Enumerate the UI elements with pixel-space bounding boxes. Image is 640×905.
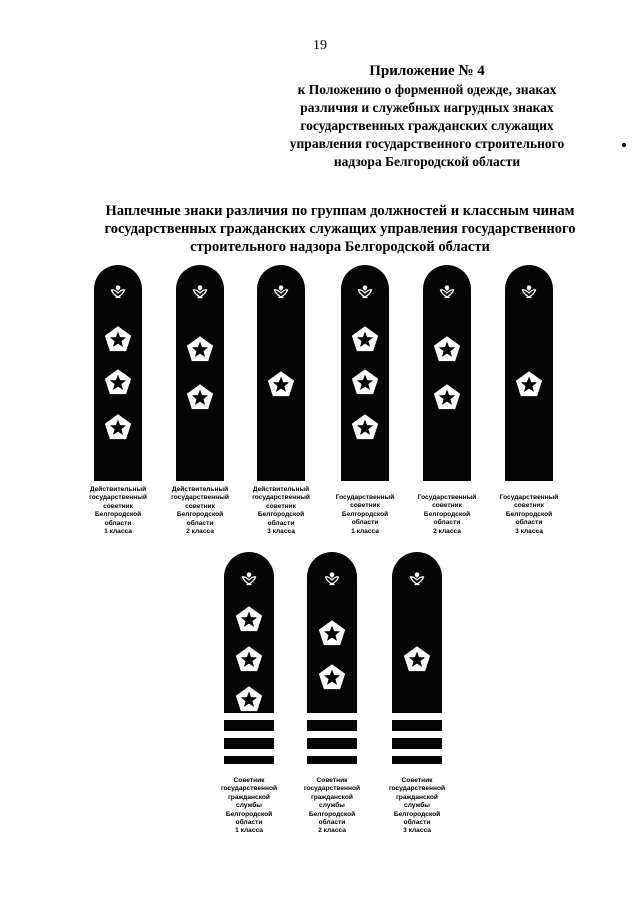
board-caption	[489, 494, 569, 536]
caption-line: Белгородской	[94, 511, 142, 519]
shoulder-board	[176, 265, 224, 481]
caption-line: области	[515, 519, 543, 527]
shoulder-board	[257, 265, 305, 481]
shoulder-board	[307, 552, 357, 764]
board-caption	[407, 494, 487, 536]
five-point-star-icon	[103, 325, 133, 355]
caption-line: государственной	[220, 785, 278, 793]
five-point-star-icon	[234, 645, 264, 675]
caption-line: службы	[404, 802, 430, 810]
caption-line: Советник	[233, 777, 265, 784]
rank-stripe	[307, 713, 357, 720]
main-title-line: государственных гражданских служащих управления государственного	[104, 221, 576, 237]
annex-line: государственных гражданских служащих	[300, 118, 554, 133]
annex-line: надзора Белгородской области	[333, 154, 521, 169]
rank-stripe	[224, 713, 274, 720]
caption-line: советник	[432, 502, 462, 510]
five-point-star-icon	[266, 370, 296, 400]
rank-stripe	[224, 749, 274, 756]
caption-line: Государственный	[499, 494, 559, 501]
caption-line: 3 класса	[267, 528, 295, 536]
rank-stripe	[224, 731, 274, 738]
caption-line: гражданской	[311, 793, 353, 801]
eagle-emblem-icon	[357, 284, 374, 300]
rank-stripe	[307, 749, 357, 756]
caption-line: области	[104, 519, 132, 527]
main-title-line: Наплечные знаки различия по группам должностей и классным чинам	[105, 203, 575, 219]
caption-line: Белгородской	[308, 810, 356, 818]
eagle-emblem-icon	[324, 571, 341, 587]
five-point-star-icon	[514, 370, 544, 400]
caption-line: советник	[514, 502, 544, 510]
eagle-emblem-icon	[192, 284, 209, 300]
annex-line: к Положению о форменной одежде, знаках	[297, 82, 557, 97]
shoulder-board	[224, 552, 274, 764]
caption-line: области	[318, 819, 346, 827]
shoulder-board	[392, 552, 442, 764]
board-caption	[325, 494, 405, 536]
caption-line: Белгородской	[225, 810, 273, 818]
five-point-star-icon	[350, 413, 380, 443]
five-point-star-icon	[317, 619, 347, 649]
five-point-star-icon	[432, 335, 462, 365]
caption-line: Государственный	[335, 494, 395, 501]
rank-stripe	[307, 731, 357, 738]
board-caption	[241, 486, 321, 536]
board-caption	[78, 486, 158, 536]
five-point-star-icon	[103, 368, 133, 398]
eagle-emblem-icon	[110, 284, 127, 300]
shoulder-board	[341, 265, 389, 481]
board-caption	[160, 486, 240, 536]
caption-line: Белгородской	[423, 510, 471, 518]
five-point-star-icon	[103, 413, 133, 443]
caption-line: гражданской	[396, 793, 438, 801]
caption-line: 1 класса	[351, 527, 379, 535]
caption-line: службы	[319, 802, 345, 810]
caption-line: 2 класса	[186, 528, 214, 536]
caption-line: Действительный	[252, 486, 310, 493]
main-title	[70, 202, 610, 256]
five-point-star-icon	[350, 325, 380, 355]
page-number: 19	[313, 38, 327, 53]
caption-line: области	[351, 519, 379, 527]
five-point-star-icon	[185, 335, 215, 365]
caption-line: советник	[103, 502, 133, 510]
caption-line: советник	[266, 502, 296, 510]
caption-line: области	[267, 519, 295, 527]
caption-line: службы	[236, 802, 262, 810]
rank-stripe	[392, 749, 442, 756]
caption-line: 3 класса	[403, 827, 431, 835]
annex-title: Приложение № 4	[369, 63, 485, 79]
caption-line: области	[186, 519, 214, 527]
caption-line: области	[433, 519, 461, 527]
eagle-emblem-icon	[521, 284, 538, 300]
scan-dot	[622, 143, 626, 147]
five-point-star-icon	[234, 685, 264, 715]
rank-stripe	[392, 731, 442, 738]
caption-line: 2 класса	[318, 827, 346, 835]
caption-line: государственный	[252, 494, 310, 502]
caption-line: Белгородской	[393, 810, 441, 818]
caption-line: государственный	[89, 494, 147, 502]
caption-line: Белгородской	[257, 511, 305, 519]
five-point-star-icon	[185, 383, 215, 413]
five-point-star-icon	[402, 645, 432, 675]
caption-line: 3 класса	[515, 527, 543, 535]
board-caption	[209, 777, 289, 836]
caption-line: Белгородской	[505, 510, 553, 518]
caption-line: государственной	[388, 785, 446, 793]
caption-line: Государственный	[417, 494, 477, 501]
shoulder-board	[505, 265, 553, 481]
caption-line: Белгородской	[341, 510, 389, 518]
board-caption	[292, 777, 372, 836]
annex-line: управления государственного строительного	[289, 136, 565, 151]
board-caption	[377, 777, 457, 836]
five-point-star-icon	[350, 368, 380, 398]
caption-line: Белгородской	[176, 511, 224, 519]
five-point-star-icon	[234, 605, 264, 635]
caption-line: гражданской	[228, 793, 270, 801]
caption-line: Советник	[401, 777, 433, 784]
shoulder-board	[423, 265, 471, 481]
eagle-emblem-icon	[439, 284, 456, 300]
annex-heading	[262, 62, 592, 171]
five-point-star-icon	[432, 383, 462, 413]
rank-stripe	[392, 713, 442, 720]
shoulder-board	[94, 265, 142, 481]
caption-line: области	[403, 819, 431, 827]
caption-line: 2 класса	[433, 527, 461, 535]
main-title-line: строительного надзора Белгородской области	[190, 239, 490, 255]
caption-line: 1 класса	[104, 528, 132, 536]
annex-line: различия и служебных нагрудных знаках	[300, 100, 554, 115]
caption-line: государственной	[303, 785, 361, 793]
eagle-emblem-icon	[409, 571, 426, 587]
caption-line: Действительный	[89, 486, 147, 493]
caption-line: советник	[350, 502, 380, 510]
eagle-emblem-icon	[273, 284, 290, 300]
caption-line: области	[235, 819, 263, 827]
caption-line: Действительный	[171, 486, 229, 493]
eagle-emblem-icon	[241, 571, 258, 587]
caption-line: Советник	[316, 777, 348, 784]
caption-line: государственный	[171, 494, 229, 502]
five-point-star-icon	[317, 663, 347, 693]
caption-line: 1 класса	[235, 827, 263, 835]
caption-line: советник	[185, 502, 215, 510]
